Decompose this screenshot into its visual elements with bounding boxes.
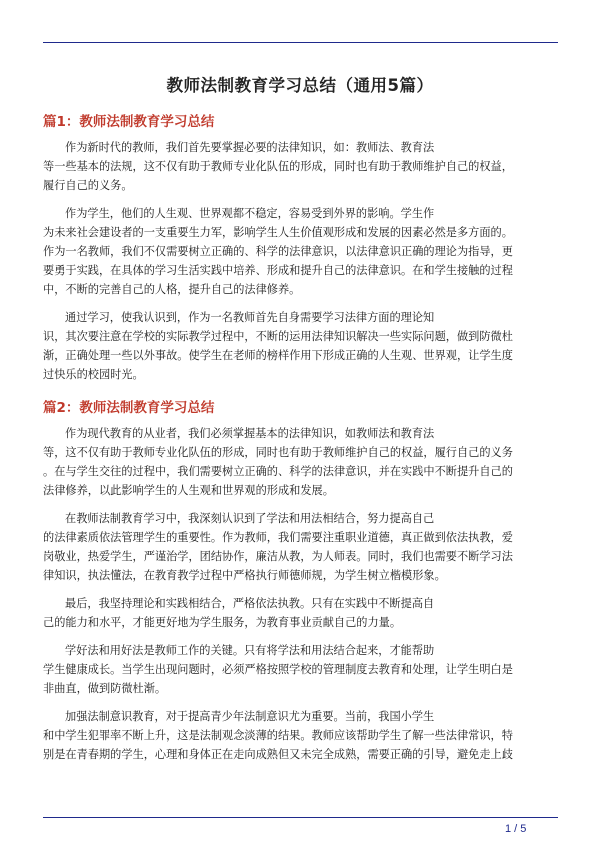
paragraph (43, 509, 557, 585)
text-line: 作为一名教师，我们不仅需要树立正确的、科学的法律意识，以法律意识正确的理论为指导，更 (43, 245, 513, 258)
text-line: 等，这不仅有助于教师专业化队伍的形成，同时也有助于教师维护自己的权益，履行自己的义务 (43, 446, 513, 459)
text-line: 识，其次要注意在学校的实际教学过程中，不断的运用法律知识解决一些实际问题，做到防微杜 (43, 330, 513, 343)
footer-rule (43, 817, 558, 818)
text-line: 法律修养，以此影响学生的人生观和世界观的形成和发展。 (43, 484, 334, 497)
document-title: 教师法制教育学习总结（通用5篇） (166, 76, 434, 95)
text-line: 加强法制意识教育，对于提高青少年法制意识尤为重要。当前，我国小学生 (65, 710, 435, 723)
text-line: 作为现代教育的从业者，我们必须掌握基本的法律知识，如教师法和教育法 (65, 427, 435, 440)
text-line: 的法律素质依法管理学生的重要性。作为教师，我们需要注重职业道德，真正做到依法执教，爱 (43, 531, 513, 544)
text-line: 学好法和用好法是教师工作的关键。只有将学法和用法结合起来，才能帮助 (65, 644, 435, 657)
text-line: 非曲直，做到防微杜渐。 (43, 682, 167, 695)
text-line: 作为新时代的教师，我们首先要掌握必要的法律知识，如：教师法、教育法 (65, 141, 435, 154)
paragraph (43, 594, 557, 632)
paragraph (43, 707, 557, 764)
paragraph (43, 204, 557, 299)
section-heading: 篇2：教师法制教育学习总结 (43, 400, 215, 416)
paragraph (43, 641, 557, 698)
paragraph (43, 424, 557, 500)
text-line: 和中学生犯罪率不断上升，这是法制观念淡薄的结果。教师应该帮助学生了解一些法律常识，特 (43, 729, 513, 742)
text-line: 别是在青春期的学生，心理和身体正在走向成熟但又未完全成熟，需要正确的引导，避免走上歧 (43, 748, 513, 761)
text-line: 要勇于实践，在具体的学习生活实践中培养、形成和提升自己的法律意识。在和学生接触的过程 (43, 264, 513, 277)
text-line: 作为学生，他们的人生观、世界观都不稳定，容易受到外界的影响。学生作 (65, 207, 435, 220)
text-line: 渐，正确处理一些以外事故。使学生在老师的榜样作用下形成正确的人生观、世界观，让学生度 (43, 349, 513, 362)
text-line: 在教师法制教育学习中，我深刻认识到了学法和用法相结合，努力提高自己 (65, 512, 435, 525)
text-line: 己的能力和水平，才能更好地为学生服务，为教育事业贡献自己的力量。 (43, 616, 402, 629)
text-line: 通过学习，使我认识到，作为一名教师首先自身需要学习法律方面的理论知 (65, 311, 435, 324)
text-line: 学生健康成长。当学生出现问题时，必须严格按照学校的管理制度去教育和处理，让学生明白是 (43, 663, 513, 676)
text-line: 。在与学生交往的过程中，我们需要树立正确的、科学的法律意识，并在实践中不断提升自己的 (43, 465, 513, 478)
text-line: 中，不断的完善自己的人格，提升自己的法律修养。 (43, 283, 301, 296)
paragraph (43, 138, 557, 195)
text-line: 岗敬业，热爱学生，严谨治学，团结协作，廉洁从教，为人师表。同时，我们也需要不断学习法 (43, 550, 513, 563)
text-line: 律知识，执法懂法，在教育教学过程中严格执行师德师规，为学生树立楷模形象。 (43, 569, 446, 582)
header-rule (43, 42, 558, 43)
text-line: 过快乐的校园时光。 (43, 368, 144, 381)
text-line: 等一些基本的法规，这不仅有助于教师专业化队伍的形成，同时也有助于教师维护自己的权益， (43, 160, 513, 173)
text-line: 为未来社会建设者的一支重要生力军，影响学生人生价值观形成和发展的因素必然是多方面的。 (43, 226, 513, 239)
section-heading: 篇1：教师法制教育学习总结 (43, 114, 215, 130)
page-number: 1 / 5 (505, 823, 527, 835)
paragraph (43, 308, 557, 384)
document-page (43, 72, 557, 773)
text-line: 最后，我坚持理论和实践相结合，严格依法执教。只有在实践中不断提高自 (65, 597, 435, 610)
text-line: 履行自己的义务。 (43, 179, 133, 192)
